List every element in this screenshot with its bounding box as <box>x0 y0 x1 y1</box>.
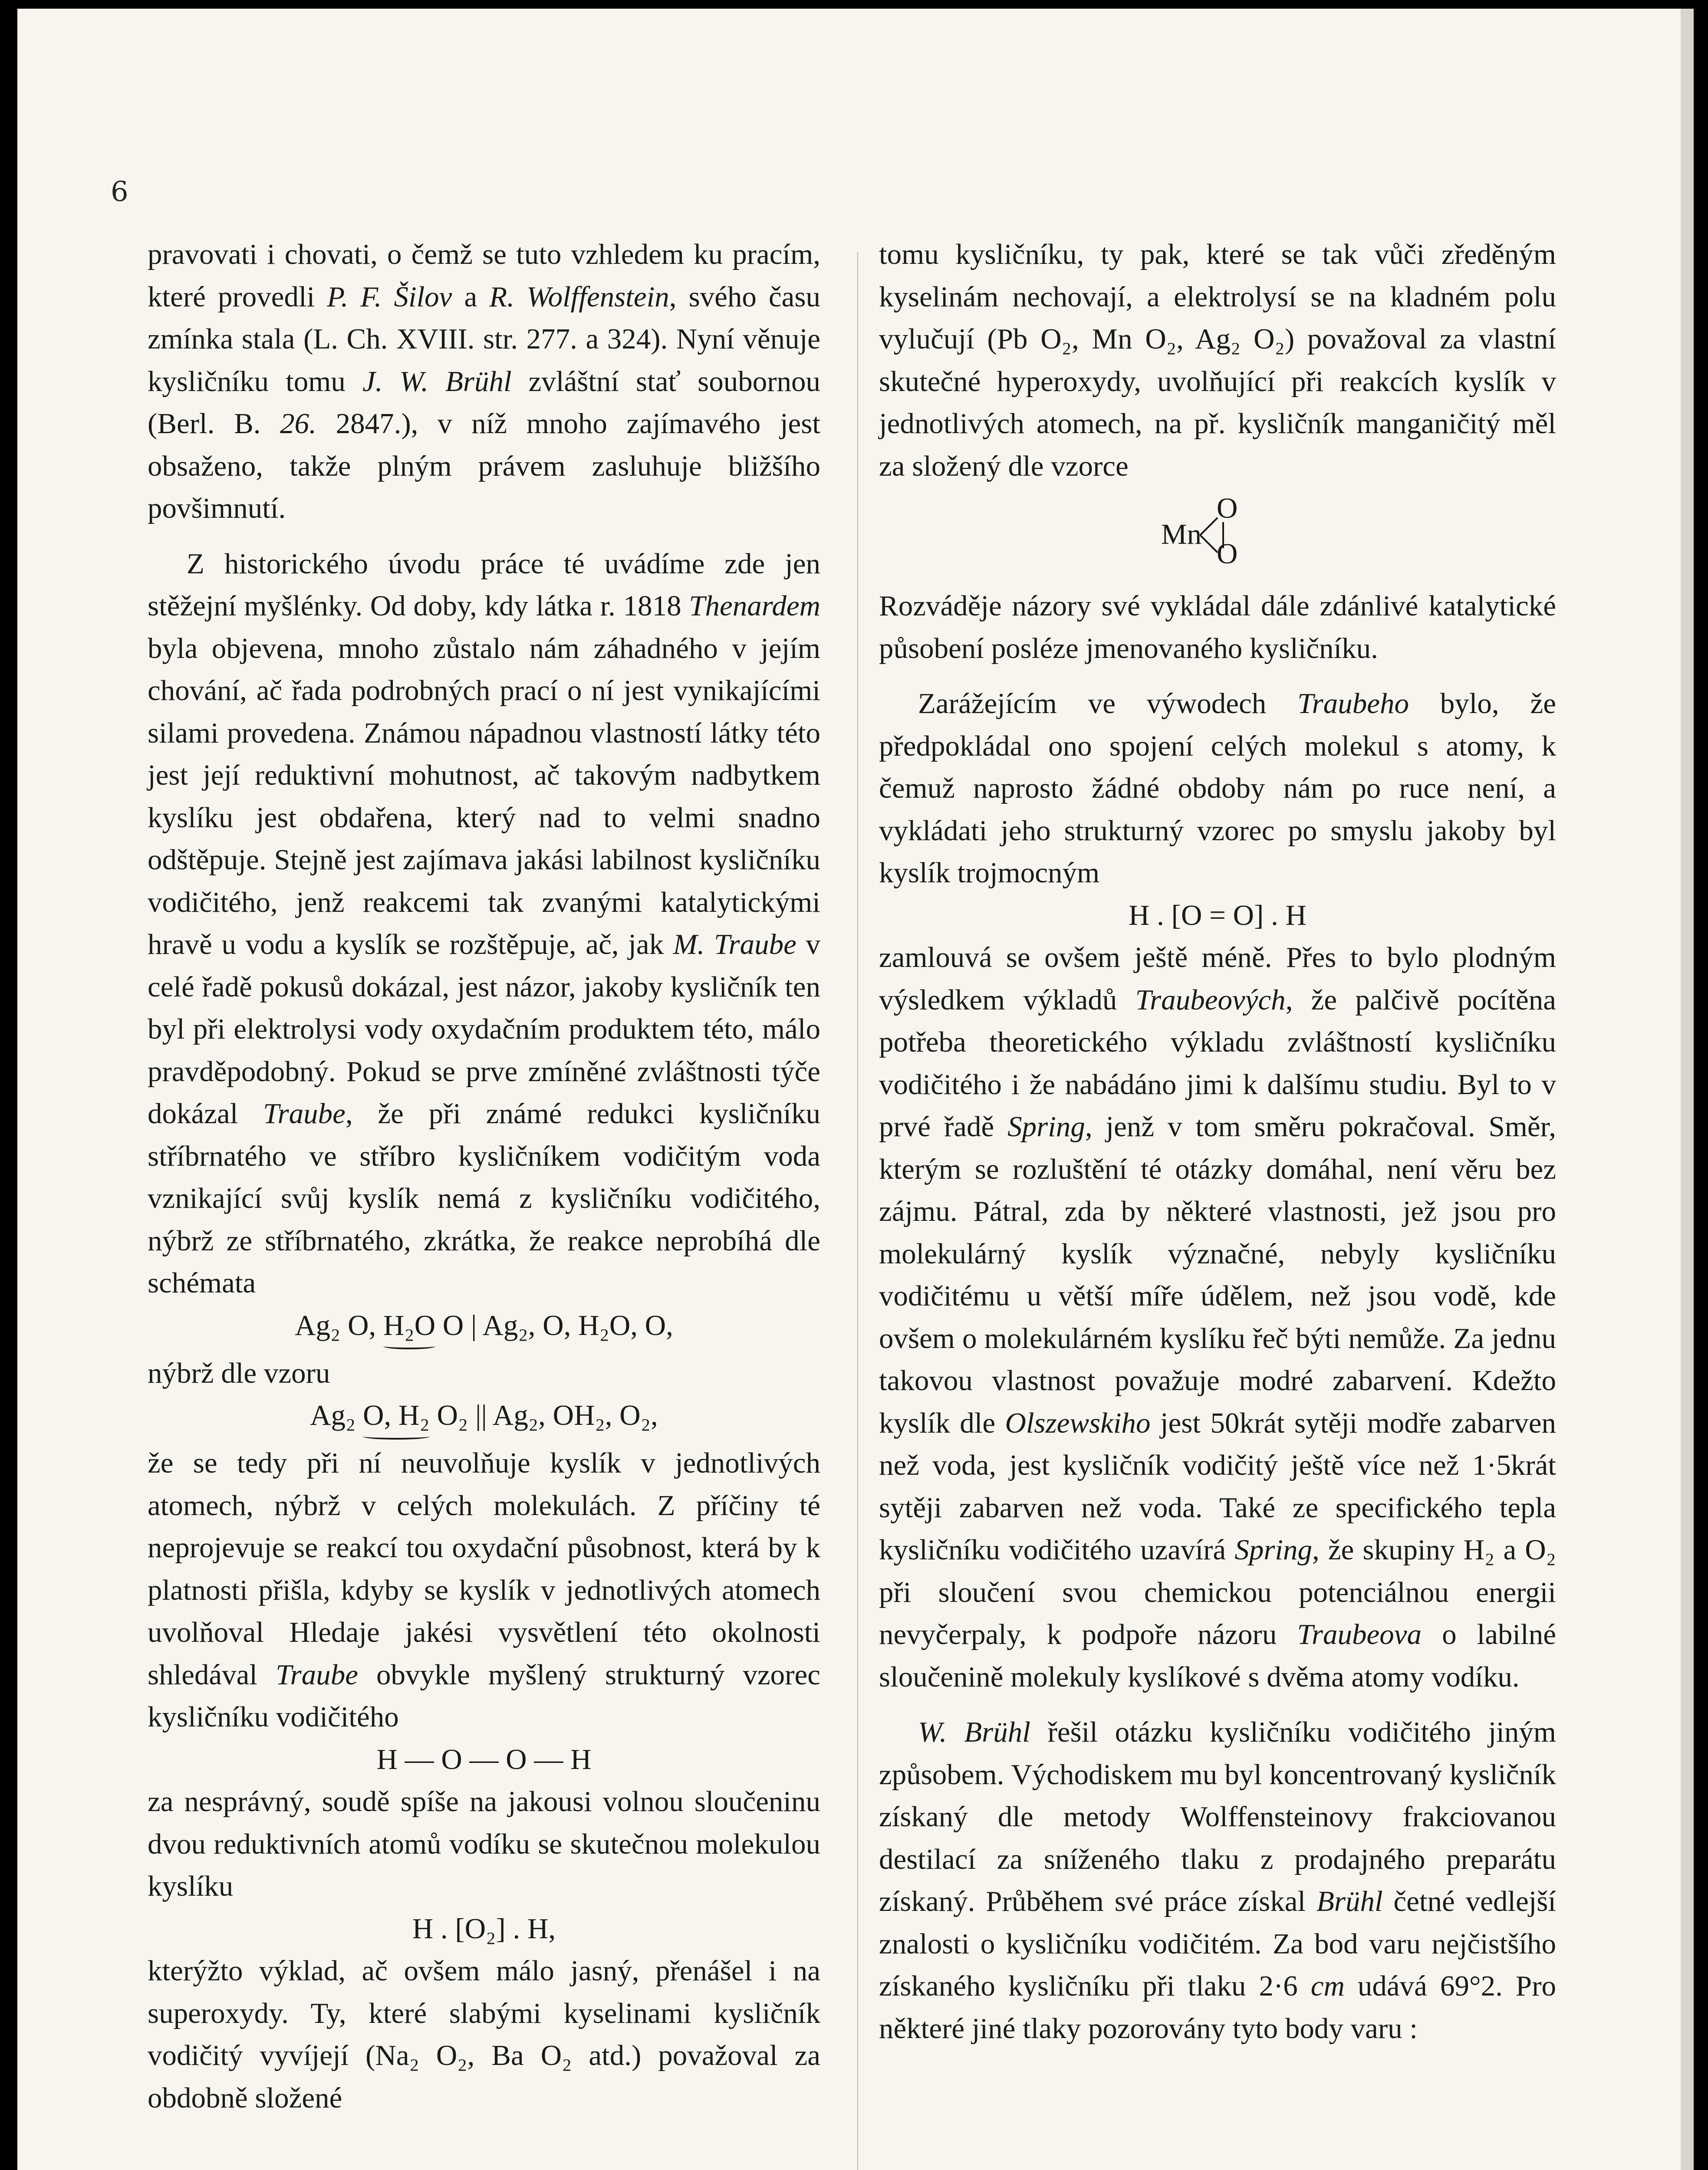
structural-formula: H . [O = O] . H <box>1129 899 1307 931</box>
paragraph: Z historického úvodu práce té uvádíme zde jen stěžejní myšlénky. Od doby, kdy látka r. 1818 Thenardem byla objevena, mnoho zůstalo nám záhadného v jejím chování, ač řada podrobných prací o ní jest vynikajícími silami provedena. Známou nápadnou vlastností látky této jest její reduktivní mohutnost, ač takovým nadbytkem kyslíku jest obdařena, který nad to velmi snadno odštěpuje. Stejně jest zajímava jakási labilnost kysličníku vodičitého, jenž reakcemi tak zvanými katalytickými hravě u vodu a kyslík se rozštěpuje, ač, jak M. Traube v celé řadě pokusů dokázal, jest názor, jakoby kysličník ten byl při elektrolysi vody oxydačním produktem této, málo pravděpodobný. Pokud se prve zmíněné zvláštnosti týče dokázal Traube, že při známé redukci kysličníku stříbrnatého ve stříbro kysličníkem vodičitým voda vznikající svůj kyslík nemá z kysličníku vodičitého, nýbrž ze stříbrnatého, zkrátka, že reakce neprobíhá dle schémata <box>148 547 821 1299</box>
underbraced-term: O, H₂ <box>363 1394 430 1437</box>
paragraph: W. Brühl řešil otázku kysličníku vodičitého jiným způsobem. Východiskem mu byl koncentrovaný kysličník získaný dle metody Wolffensteinovy frakciovanou destilací za sníženého tlaku z prodajného preparátu získaný. Průběhem své práce získal Brühl četné vedlejší znalosti o kysličníku vodičitém. Za bod varu nejčistšího získaného kysličníku při tlaku 2·6 cm udává 69°2. Pro některé jiné tlaky pozorovány tyto body varu : <box>879 1716 1557 2045</box>
column-gutter <box>857 252 858 2170</box>
page-number: 6 <box>111 176 128 208</box>
author-name: W. Brühl <box>918 1716 1030 1748</box>
structural-formula: H — O — O — H <box>376 1743 592 1775</box>
paragraph: tomu kysličníku, ty pak, které se tak vůči zředěným kyselinám nechovají, a elektrolysí se na kladném polu vylučují (Pb O₂, Mn O₂, Ag₂ O₂) považoval za vlastní skutečné hyperoxydy, uvolňující při reakcích kyslík v jednotlivých atomech, na př. kysličník manganičitý měl za složený dle vzorce <box>879 238 1556 482</box>
structure-oxygen-bottom: O <box>1217 538 1238 570</box>
document-sheet <box>17 9 1694 2170</box>
author-name: M. Traube <box>673 928 796 960</box>
paragraph: Rozváděje názory své vykládal dále zdánlivé katalytické působení posléze jmenovaného kysličníku. <box>879 590 1556 664</box>
paragraph: pravovati i chovati, o čemž se tuto vzhledem ku pracím, které provedli P. F. Šilov a R. Wolffenstein, svého času zmínka stala (L. Ch. XVIII. str. 277. a 324). Nyní věnuje kysličníku tomu J. W. Brühl zvláštní stať soubornou (Berl. B. 26. 2847.), v níž mnoho zajímavého jest obsaženo, takže plným právem zasluhuje bližšího povšimnutí. <box>148 238 821 524</box>
paragraph: že se tedy při ní neuvolňuje kyslík v jednotlivých atomech, nýbrž v celých molekulách. Z příčiny té neprojevuje se reakcí tou oxydační působnost, která by k platnosti přišla, kdyby se kyslík v jednotlivých atomech uvolňoval Hledaje jakési vysvětlení této okolnosti shledával Traube obvykle myšlený strukturný vzorec kysličníku vodičitého <box>148 1447 820 1733</box>
paragraph: Zarážejícím ve výwodech Traubeho bylo, že předpokládal ono spojení celých molekul s atomy, k čemuž naprosto žádné obdoby nám po ruce není, a vykládati jeho strukturný vzorec po smyslu jakoby byl kyslík trojmocným <box>879 687 1557 889</box>
paragraph: kterýžto výklad, ač ovšem málo jasný, přenášel i na superoxydy. Ty, které slabými kyselinami kysličník vodičitý vyvíjejí (Na₂ O₂, Ba O₂ atd.) považoval za obdobně složené <box>148 1955 820 2114</box>
volume-number: 26. <box>280 408 316 440</box>
unit: cm <box>1310 1970 1345 2002</box>
author-name: R. Wolffenstein <box>489 280 669 313</box>
reaction-formula: Ag₂ O, H₂ O₂ || Ag₂, OH₂, O₂, <box>148 1394 820 1442</box>
author-name: Traubeova <box>1297 1618 1422 1651</box>
structure-mn: Mn <box>1161 518 1202 550</box>
author-name: Traube <box>263 1098 346 1130</box>
author-name: Brühl <box>1316 1885 1383 1917</box>
author-name: P. F. Šilov <box>327 280 452 313</box>
left-column <box>148 233 820 2119</box>
author-name: Thenardem <box>689 590 820 622</box>
paragraph: nýbrž dle vzoru <box>148 1357 330 1389</box>
author-name: Spring <box>1007 1111 1085 1143</box>
right-column <box>879 233 1556 2050</box>
scan-edge <box>1681 9 1694 2170</box>
reaction-formula: Ag₂ O, H₂O O | Ag₂, O, H₂O, O, <box>148 1305 820 1352</box>
structure-bonds <box>1198 509 1233 561</box>
author-name: Spring <box>1234 1534 1313 1566</box>
paragraph: zamlouvá se ovšem ještě méně. Přes to bylo plodným výsledkem výkladů Traubeových, že palčivě pocítěna potřeba theoretického výkladu zvláštností kysličníku vodičitého i že nabádáno jimi k dalšímu studiu. Byl to v prvé řadě Spring, jenž v tom směru pokračoval. Směr, kterým se rozluštění té otázky domáhal, není věru bez zájmu. Pátral, zda by některé vlastnosti, jež jsou pro molekulárný kyslík význačné, nebyly kysličníku vodičitému u větší míře údělem, než jsou vodě, kde ovšem o molekulárném kyslíku řeč býti nemůže. Za jednu takovou vlastnost považuje modré zabarvení. Kdežto kyslík dle Olszewskiho jest 50krát sytěji modře zabarven než voda, jest kysličník vodičitý ještě více než 1·5krát sytěji zabarven než voda. Také ze specifického tepla kysličníku vodičitého uzavírá Spring, že skupiny H₂ a O₂ při sloučení svou chemickou potenciálnou energii nevyčerpaly, k podpoře názoru Traubeova o labilné sloučenině molekuly kyslíkové s dvěma atomy vodíku. <box>879 941 1557 1693</box>
author-name: Traube <box>276 1658 358 1691</box>
author-name: J. W. Brühl <box>362 365 512 398</box>
underbraced-term: H₂O <box>383 1305 435 1347</box>
paragraph: za nesprávný, soudě spíše na jakousi volnou sloučeninu dvou reduktivních atomů vodíku se skutečnou molekulou kyslíku <box>148 1785 820 1902</box>
structural-formula: H . [O₂] . H, <box>412 1912 556 1945</box>
structure-oxygen-top: O <box>1217 492 1238 524</box>
author-name: Olszewskiho <box>1005 1407 1151 1439</box>
author-name: Traubeových <box>1135 983 1286 1016</box>
manganese-dioxide-structure <box>879 492 1556 576</box>
author-name: Traubeho <box>1297 687 1409 720</box>
